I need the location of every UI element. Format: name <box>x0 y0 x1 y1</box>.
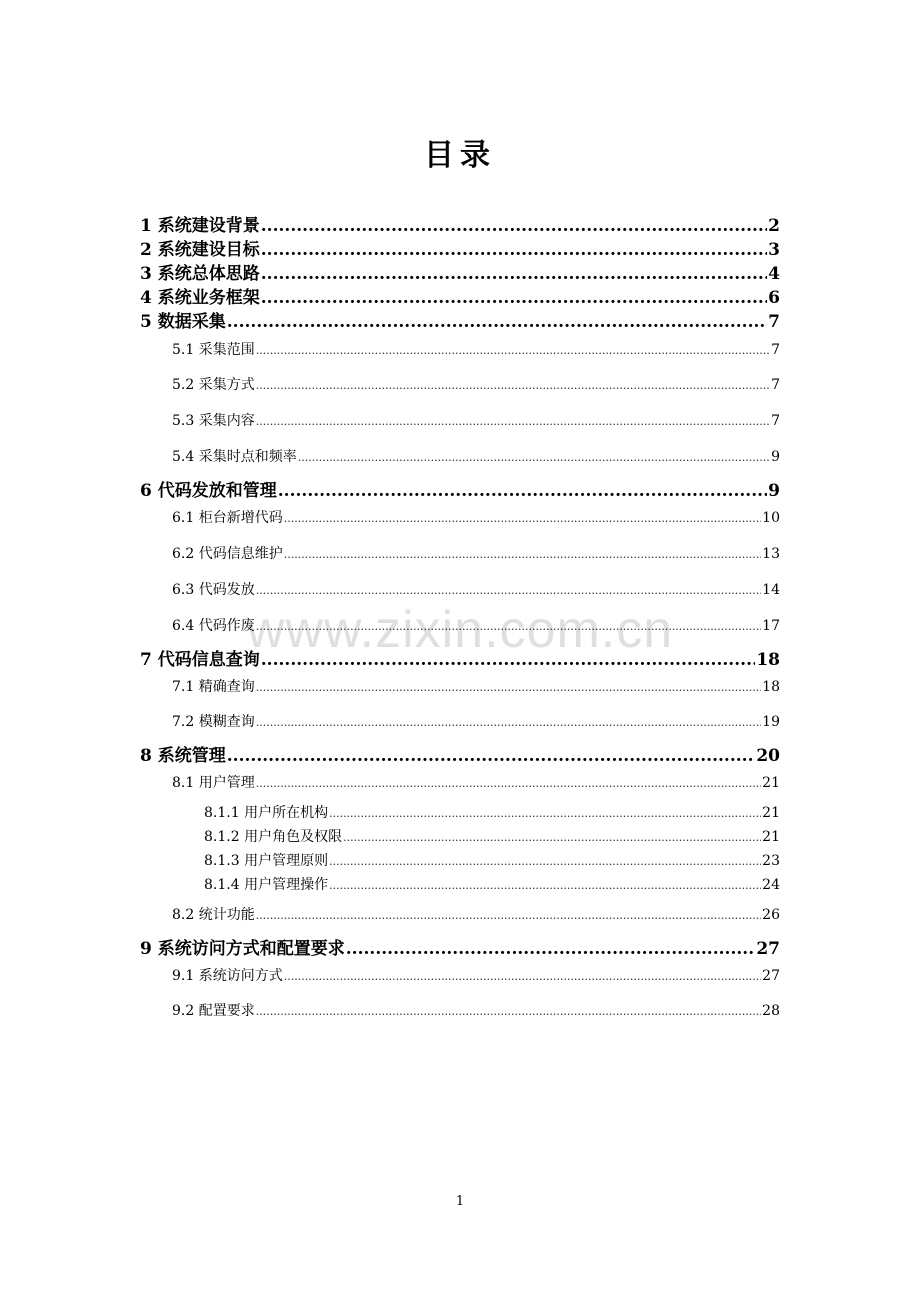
toc-entry-page: 9 <box>768 481 780 501</box>
toc-entry[interactable] <box>140 307 780 332</box>
toc-leader-dots <box>298 451 770 464</box>
toc-entry[interactable] <box>204 826 780 846</box>
toc-entry[interactable] <box>140 476 780 501</box>
toc-entry[interactable] <box>140 934 780 959</box>
toc-entry-label: 1 系统建设背景 <box>140 216 260 236</box>
toc-entry-page: 14 <box>762 582 780 598</box>
toc-entry-page: 20 <box>756 746 780 766</box>
toc-entry[interactable] <box>172 1000 780 1020</box>
toc-leader-dots <box>329 807 761 820</box>
toc-entry-label: 5.1 采集范围 <box>172 342 255 358</box>
toc-leader-dots <box>227 312 767 332</box>
toc-leader-dots <box>256 909 761 922</box>
toc-entry[interactable] <box>140 259 780 284</box>
toc-entry-label: 8.1 用户管理 <box>172 775 255 791</box>
toc-leader-dots <box>227 746 756 766</box>
toc-entry-page: 21 <box>762 775 780 791</box>
page-number: 1 <box>455 1194 465 1209</box>
toc-entry[interactable] <box>140 283 780 308</box>
toc-leader-dots <box>261 288 767 308</box>
toc-entry-label: 7.1 精确查询 <box>172 679 255 695</box>
toc-entry-label: 8 系统管理 <box>140 746 226 766</box>
toc-entry[interactable] <box>172 543 780 563</box>
toc-entry-label: 9.2 配置要求 <box>172 1003 255 1019</box>
toc-entry-page: 24 <box>762 877 780 893</box>
toc-entry-page: 6 <box>768 288 780 308</box>
toc-entry-page: 27 <box>762 968 780 984</box>
toc-entry-label: 6.1 柜台新增代码 <box>172 510 283 526</box>
toc-entry[interactable] <box>140 235 780 260</box>
watermark: www.zixin.com.cn <box>246 601 674 659</box>
toc-entry-label: 7.2 模糊查询 <box>172 714 255 730</box>
toc-entry-label: 6 代码发放和管理 <box>140 481 277 501</box>
toc-entry[interactable] <box>172 339 780 359</box>
toc-title: 目录 <box>424 138 496 173</box>
toc-leader-dots <box>256 379 770 392</box>
toc-entry-page: 18 <box>762 679 780 695</box>
toc-entry-page: 21 <box>762 829 780 845</box>
toc-entry-page: 23 <box>762 853 780 869</box>
toc-entry[interactable] <box>204 802 780 822</box>
toc-entry-page: 28 <box>762 1003 780 1019</box>
toc-leader-dots <box>256 344 770 357</box>
toc-entry-page: 2 <box>768 216 780 236</box>
toc-entry-label: 6.2 代码信息维护 <box>172 546 283 562</box>
toc-entry[interactable] <box>140 741 780 766</box>
toc-leader-dots <box>284 970 761 983</box>
toc-entry-page: 21 <box>762 805 780 821</box>
toc-entry-label: 9 系统访问方式和配置要求 <box>140 939 345 959</box>
toc-leader-dots <box>278 481 767 501</box>
toc-entry-label: 8.1.2 用户角色及权限 <box>204 829 343 845</box>
toc-leader-dots <box>329 879 761 892</box>
toc-leader-dots <box>329 855 761 868</box>
toc-leader-dots <box>256 681 761 694</box>
toc-entry-page: 18 <box>756 650 780 670</box>
toc-entry[interactable] <box>172 965 780 985</box>
toc-entry-page: 7 <box>768 312 780 332</box>
toc-entry[interactable] <box>172 410 780 430</box>
toc-entry-page: 27 <box>756 939 780 959</box>
toc-entry[interactable] <box>172 772 780 792</box>
toc-leader-dots <box>284 548 761 561</box>
toc-leader-dots <box>284 512 761 525</box>
toc-entry[interactable] <box>172 579 780 599</box>
toc-leader-dots <box>256 716 761 729</box>
toc-leader-dots <box>256 584 761 597</box>
toc-entry-page: 13 <box>762 546 780 562</box>
toc-entry-label: 6.4 代码作废 <box>172 618 255 634</box>
toc-entry-label: 5 数据采集 <box>140 312 226 332</box>
toc-entry-label: 5.4 采集时点和频率 <box>172 449 297 465</box>
toc-leader-dots <box>261 240 767 260</box>
toc-entry-page: 3 <box>768 240 780 260</box>
toc-entry[interactable] <box>172 676 780 696</box>
toc-entry[interactable] <box>172 446 780 466</box>
toc-leader-dots <box>256 1005 761 1018</box>
toc-entry-label: 9.1 系统访问方式 <box>172 968 283 984</box>
toc-leader-dots <box>343 831 761 844</box>
toc-entry-page: 19 <box>762 714 780 730</box>
toc-entry-label: 8.1.4 用户管理操作 <box>204 877 329 893</box>
toc-entry-label: 5.2 采集方式 <box>172 377 255 393</box>
toc-entry-label: 8.1.1 用户所在机构 <box>204 805 329 821</box>
toc-entry[interactable] <box>172 711 780 731</box>
toc-entry[interactable] <box>172 374 780 394</box>
toc-entry-page: 26 <box>762 907 780 923</box>
toc-entry-page: 7 <box>771 342 780 358</box>
toc-entry-label: 8.2 统计功能 <box>172 907 255 923</box>
toc-entry-page: 7 <box>771 413 780 429</box>
toc-entry-page: 4 <box>768 264 780 284</box>
toc-entry[interactable] <box>172 904 780 924</box>
toc-entry-label: 5.3 采集内容 <box>172 413 255 429</box>
toc-entry[interactable] <box>140 211 780 236</box>
toc-entry-label: 4 系统业务框架 <box>140 288 260 308</box>
toc-leader-dots <box>346 939 756 959</box>
toc-entry-page: 17 <box>762 618 780 634</box>
toc-leader-dots <box>261 216 767 236</box>
toc-entry-label: 2 系统建设目标 <box>140 240 260 260</box>
toc-leader-dots <box>261 264 767 284</box>
toc-entry-page: 10 <box>762 510 780 526</box>
toc-entry-page: 9 <box>771 449 780 465</box>
toc-entry[interactable] <box>172 507 780 527</box>
toc-entry[interactable] <box>204 850 780 870</box>
toc-entry-page: 7 <box>771 377 780 393</box>
toc-entry-label: 8.1.3 用户管理原则 <box>204 853 329 869</box>
toc-entry-label: 7 代码信息查询 <box>140 650 260 670</box>
toc-entry-label: 3 系统总体思路 <box>140 264 260 284</box>
toc-leader-dots <box>256 415 770 428</box>
toc-entry[interactable] <box>204 874 780 894</box>
toc-entry-label: 6.3 代码发放 <box>172 582 255 598</box>
toc-leader-dots <box>256 777 761 790</box>
